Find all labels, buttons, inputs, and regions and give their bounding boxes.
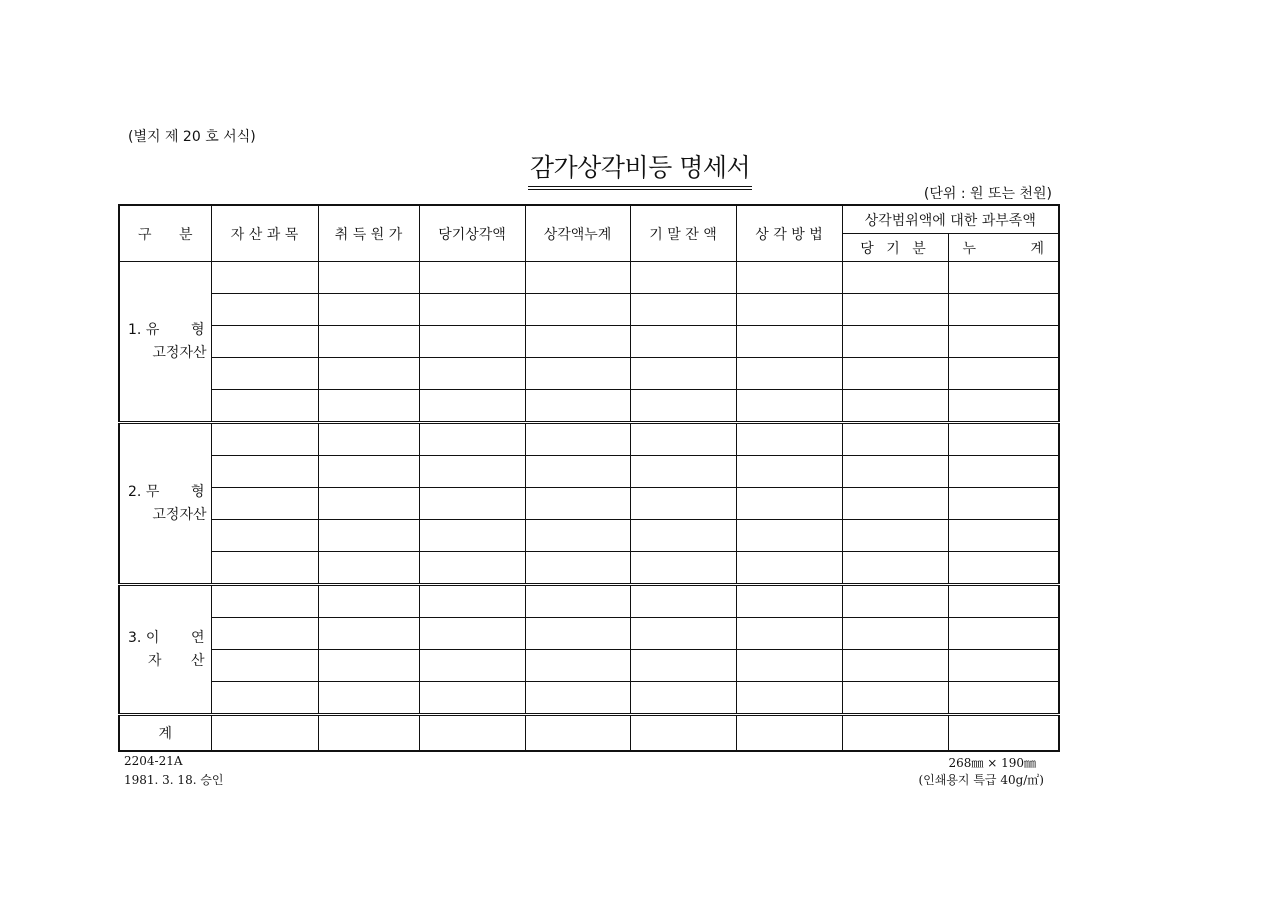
entry-cell[interactable]	[211, 390, 318, 423]
entry-cell[interactable]	[948, 488, 1059, 520]
entry-cell[interactable]	[842, 488, 948, 520]
table-row	[119, 262, 1059, 294]
entry-cell[interactable]	[525, 552, 630, 585]
header-asset-account: 자 산 과 목	[211, 205, 318, 262]
table-row	[119, 456, 1059, 488]
entry-cell[interactable]	[630, 682, 736, 715]
section-label-line1	[128, 627, 211, 650]
section-label-line1-a	[128, 319, 159, 342]
section-name-b: 형	[190, 321, 205, 338]
entry-cell[interactable]	[419, 456, 525, 488]
entry-cell[interactable]	[630, 585, 736, 618]
entry-cell[interactable]	[211, 552, 318, 585]
entry-cell[interactable]	[630, 390, 736, 423]
section-label-line2-b: 산	[190, 652, 205, 669]
unit-note: (단위 : 원 또는 천원)	[923, 186, 1052, 202]
entry-cell[interactable]	[525, 294, 630, 326]
entry-cell[interactable]	[842, 682, 948, 715]
entry-cell[interactable]	[318, 358, 419, 390]
section-name-b: 연	[190, 629, 205, 646]
entry-cell[interactable]	[419, 358, 525, 390]
section-label-line2-a: 자	[148, 652, 162, 669]
entry-cell[interactable]	[318, 488, 419, 520]
entry-cell[interactable]	[736, 262, 842, 294]
entry-cell[interactable]	[842, 423, 948, 456]
entry-cell[interactable]	[630, 552, 736, 585]
entry-cell[interactable]	[736, 520, 842, 552]
table-row	[119, 552, 1059, 585]
header-acquisition-cost: 취 득 원 가	[318, 205, 419, 262]
table-row	[119, 488, 1059, 520]
entry-cell[interactable]	[318, 618, 419, 650]
entry-cell[interactable]	[211, 294, 318, 326]
entry-cell[interactable]	[525, 390, 630, 423]
entry-cell[interactable]	[211, 358, 318, 390]
header-division-a: 구	[138, 226, 152, 243]
section-label	[119, 262, 211, 423]
entry-cell[interactable]	[842, 456, 948, 488]
table-row	[119, 390, 1059, 423]
total-cell[interactable]	[211, 715, 318, 752]
entry-cell[interactable]	[318, 262, 419, 294]
entry-cell[interactable]	[630, 326, 736, 358]
entry-cell[interactable]	[211, 326, 318, 358]
entry-cell[interactable]	[211, 650, 318, 682]
header-current-depreciation: 당기상각액	[419, 205, 525, 262]
entry-cell[interactable]	[525, 618, 630, 650]
entry-cell[interactable]	[736, 488, 842, 520]
header-cumulative-a: 누	[962, 240, 977, 257]
form-code: 2204-21A	[124, 754, 183, 768]
table-row	[119, 618, 1059, 650]
entry-cell[interactable]	[842, 618, 948, 650]
header-ending-balance: 기 말 잔 액	[630, 205, 736, 262]
entry-cell[interactable]	[318, 423, 419, 456]
entry-cell[interactable]	[211, 585, 318, 618]
entry-cell[interactable]	[736, 456, 842, 488]
entry-cell[interactable]	[419, 390, 525, 423]
entry-cell[interactable]	[736, 294, 842, 326]
entry-cell[interactable]	[525, 488, 630, 520]
entry-cell[interactable]	[419, 262, 525, 294]
entry-cell[interactable]	[211, 262, 318, 294]
entry-cell[interactable]	[630, 262, 736, 294]
section-label-line2	[128, 650, 211, 673]
entry-cell[interactable]	[318, 682, 419, 715]
document-title-text: 감가상각비등 명세서	[528, 148, 752, 190]
entry-cell[interactable]	[211, 423, 318, 456]
entry-cell[interactable]	[948, 262, 1059, 294]
total-cell[interactable]	[318, 715, 419, 752]
entry-cell[interactable]	[419, 488, 525, 520]
entry-cell[interactable]	[630, 618, 736, 650]
entry-cell[interactable]	[842, 520, 948, 552]
section-number: 1.	[128, 321, 142, 338]
total-label: 계	[119, 715, 211, 752]
entry-cell[interactable]	[419, 585, 525, 618]
entry-cell[interactable]	[948, 390, 1059, 423]
entry-cell[interactable]	[211, 488, 318, 520]
table-row	[119, 650, 1059, 682]
paper-spec: (인쇄용지 특급 40g/㎡)	[918, 773, 1044, 787]
section-number: 2.	[128, 483, 142, 500]
entry-cell[interactable]	[525, 650, 630, 682]
entry-cell[interactable]	[630, 423, 736, 456]
entry-cell[interactable]	[630, 488, 736, 520]
entry-cell[interactable]	[948, 423, 1059, 456]
table-row	[119, 326, 1059, 358]
entry-cell[interactable]	[736, 650, 842, 682]
entry-cell[interactable]	[318, 326, 419, 358]
entry-cell[interactable]	[948, 650, 1059, 682]
entry-cell[interactable]	[842, 294, 948, 326]
section-label	[119, 423, 211, 585]
entry-cell[interactable]	[948, 682, 1059, 715]
entry-cell[interactable]	[318, 456, 419, 488]
entry-cell[interactable]	[525, 262, 630, 294]
entry-cell[interactable]	[948, 618, 1059, 650]
section-number: 3.	[128, 629, 142, 646]
entry-cell[interactable]	[630, 358, 736, 390]
section-label-line1-a	[128, 481, 159, 504]
header-current-period: 당 기 분	[842, 234, 948, 262]
depreciation-statement-table	[118, 204, 1060, 752]
section-label-line2: 고정자산	[152, 344, 207, 361]
entry-cell[interactable]	[736, 585, 842, 618]
header-division	[119, 205, 211, 262]
entry-cell[interactable]	[211, 456, 318, 488]
total-cell[interactable]	[419, 715, 525, 752]
table-row	[119, 585, 1059, 618]
table-row	[119, 520, 1059, 552]
form-label: (별지 제 20 호 서식)	[128, 129, 256, 145]
entry-cell[interactable]	[842, 552, 948, 585]
paper-size: 268㎜ × 190㎜	[948, 756, 1036, 770]
header-depreciation-method: 상 각 방 법	[736, 205, 842, 262]
header-division-b: 분	[178, 226, 193, 243]
total-cell[interactable]	[948, 715, 1059, 752]
section-label-line1-a	[128, 627, 159, 650]
entry-cell[interactable]	[525, 585, 630, 618]
entry-cell[interactable]	[525, 423, 630, 456]
entry-cell[interactable]	[318, 294, 419, 326]
entry-cell[interactable]	[736, 423, 842, 456]
entry-cell[interactable]	[630, 650, 736, 682]
entry-cell[interactable]	[419, 650, 525, 682]
section-name-a: 무	[145, 483, 160, 500]
entry-cell[interactable]	[736, 618, 842, 650]
entry-cell[interactable]	[318, 390, 419, 423]
total-cell[interactable]	[736, 715, 842, 752]
section-label	[119, 585, 211, 715]
section-label-line1	[128, 319, 211, 342]
entry-cell[interactable]	[419, 552, 525, 585]
section-name-b: 형	[190, 483, 205, 500]
entry-cell[interactable]	[419, 618, 525, 650]
entry-cell[interactable]	[842, 358, 948, 390]
entry-cell[interactable]	[525, 456, 630, 488]
header-accumulated-depreciation: 상각액누계	[525, 205, 630, 262]
entry-cell[interactable]	[948, 294, 1059, 326]
entry-cell[interactable]	[736, 358, 842, 390]
entry-cell[interactable]	[948, 520, 1059, 552]
entry-cell[interactable]	[525, 520, 630, 552]
entry-cell[interactable]	[842, 262, 948, 294]
table-row	[119, 358, 1059, 390]
entry-cell[interactable]	[211, 682, 318, 715]
total-cell[interactable]	[842, 715, 948, 752]
entry-cell[interactable]	[525, 326, 630, 358]
entry-cell[interactable]	[525, 682, 630, 715]
entry-cell[interactable]	[630, 456, 736, 488]
section-name-a: 이	[145, 629, 160, 646]
document-title	[0, 148, 1280, 190]
entry-cell[interactable]	[630, 294, 736, 326]
total-cell[interactable]	[525, 715, 630, 752]
entry-cell[interactable]	[842, 650, 948, 682]
header-cumulative-b: 계	[1030, 240, 1045, 257]
entry-cell[interactable]	[842, 585, 948, 618]
entry-cell[interactable]	[948, 326, 1059, 358]
entry-cell[interactable]	[948, 552, 1059, 585]
entry-cell[interactable]	[318, 552, 419, 585]
table-row	[119, 682, 1059, 715]
total-row	[119, 715, 1059, 752]
approval-date: 1981. 3. 18. 승인	[124, 773, 224, 787]
table-row	[119, 294, 1059, 326]
entry-cell[interactable]	[948, 585, 1059, 618]
entry-cell[interactable]	[736, 326, 842, 358]
entry-cell[interactable]	[419, 294, 525, 326]
entry-cell[interactable]	[318, 585, 419, 618]
entry-cell[interactable]	[419, 682, 525, 715]
entry-cell[interactable]	[736, 552, 842, 585]
table-row	[119, 423, 1059, 456]
entry-cell[interactable]	[948, 456, 1059, 488]
entry-cell[interactable]	[318, 650, 419, 682]
header-excess-shortage-group: 상각범위액에 대한 과부족액	[842, 205, 1059, 234]
entry-cell[interactable]	[318, 520, 419, 552]
section-name-a: 유	[145, 321, 160, 338]
entry-cell[interactable]	[948, 358, 1059, 390]
entry-cell[interactable]	[419, 520, 525, 552]
entry-cell[interactable]	[842, 326, 948, 358]
entry-cell[interactable]	[419, 423, 525, 456]
entry-cell[interactable]	[736, 682, 842, 715]
entry-cell[interactable]	[525, 358, 630, 390]
section-label-line1	[128, 481, 211, 504]
entry-cell[interactable]	[211, 520, 318, 552]
entry-cell[interactable]	[419, 326, 525, 358]
entry-cell[interactable]	[630, 520, 736, 552]
entry-cell[interactable]	[842, 390, 948, 423]
section-label-line2: 고정자산	[152, 506, 207, 523]
entry-cell[interactable]	[736, 390, 842, 423]
header-cumulative	[948, 234, 1059, 262]
entry-cell[interactable]	[211, 618, 318, 650]
total-cell[interactable]	[630, 715, 736, 752]
